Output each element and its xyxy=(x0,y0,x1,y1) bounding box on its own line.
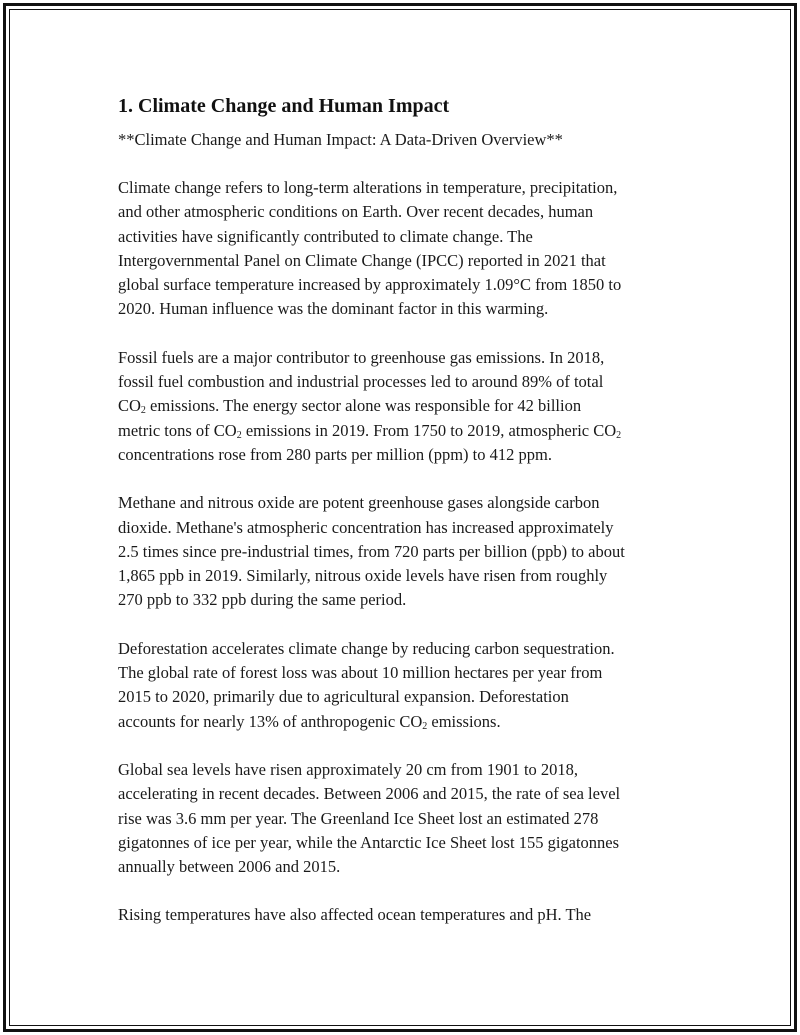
text-line: and other atmospheric conditions on Earth. Over recent decades, human xyxy=(118,202,594,222)
text-line: rise was 3.6 mm per year. The Greenland Ice Sheet lost an estimated 278 xyxy=(118,808,599,828)
text-line: accounts for nearly 13% of anthropogenic $CO_2$ emissions. xyxy=(118,711,501,732)
paragraph-deforestation xyxy=(118,637,698,734)
paragraph-methane xyxy=(118,491,698,612)
text-line: Deforestation accelerates climate change by reducing carbon sequestration. xyxy=(118,638,615,658)
text-line: gigatonnes of ice per year, while the Antarctic Ice Sheet lost 155 gigatonnes xyxy=(118,832,620,852)
text-line: global surface temperature increased by approximately 1.09°C from 1850 to xyxy=(118,275,622,295)
text-line: Methane and nitrous oxide are potent greenhouse gases alongside carbon xyxy=(118,493,600,513)
text-line: Global sea levels have risen approximately 20 cm from 1901 to 2018, xyxy=(118,759,579,779)
paragraph-sea-levels xyxy=(118,758,698,879)
text-line: 2015 to 2020, primarily due to agricultural expansion. Deforestation xyxy=(118,687,569,707)
text-line: Climate change refers to long-term alterations in temperature, precipitation, xyxy=(118,178,618,197)
text-line: dioxide. Methane's atmospheric concentration has increased approximately xyxy=(118,517,614,537)
paragraph-fossil-fuels xyxy=(118,346,698,467)
text-line: fossil fuel combustion and industrial processes led to around 89% of total xyxy=(118,372,604,392)
text-line: annually between 2006 and 2015. xyxy=(118,857,341,877)
text-line: 1,865 ppb in 2019. Similarly, nitrous oxide levels have risen from roughly xyxy=(118,566,608,586)
text-line: 2.5 times since pre-industrial times, from 720 parts per billion (ppb) to about xyxy=(118,541,625,561)
text-line: activities have significantly contributed to climate change. The xyxy=(118,226,533,246)
text-line: Fossil fuels are a major contributor to greenhouse gas emissions. In 2018, xyxy=(118,347,605,367)
document-page xyxy=(118,92,698,952)
paragraph-ocean xyxy=(118,903,698,927)
document-subtitle: **Climate Change and Human Impact: A Data-Driven Overview** xyxy=(118,130,563,149)
text-line: The global rate of forest loss was about 10 million hectares per year from xyxy=(118,663,603,683)
text-line: accelerating in recent decades. Between 2006 and 2015, the rate of sea level xyxy=(118,784,621,804)
text-line: $CO_2$ emissions. The energy sector alone was responsible for 42 billion xyxy=(118,396,582,417)
text-line: Rising temperatures have also affected ocean temperatures and pH. The xyxy=(118,905,592,925)
text-line: 270 ppb to 332 ppb during the same period. xyxy=(118,590,407,610)
section-heading: 1. Climate Change and Human Impact xyxy=(118,95,450,117)
paragraph-intro xyxy=(118,176,698,322)
text-line: concentrations rose from 280 parts per million (ppm) to 412 ppm. xyxy=(118,444,552,464)
text-line: metric tons of $CO_2$ emissions in 2019. From 1750 to 2019, atmospheric $CO_2$ xyxy=(118,420,622,441)
text-line: Intergovernmental Panel on Climate Change (IPCC) reported in 2021 that xyxy=(118,250,606,270)
text-line: 2020. Human influence was the dominant factor in this warming. xyxy=(118,299,549,319)
